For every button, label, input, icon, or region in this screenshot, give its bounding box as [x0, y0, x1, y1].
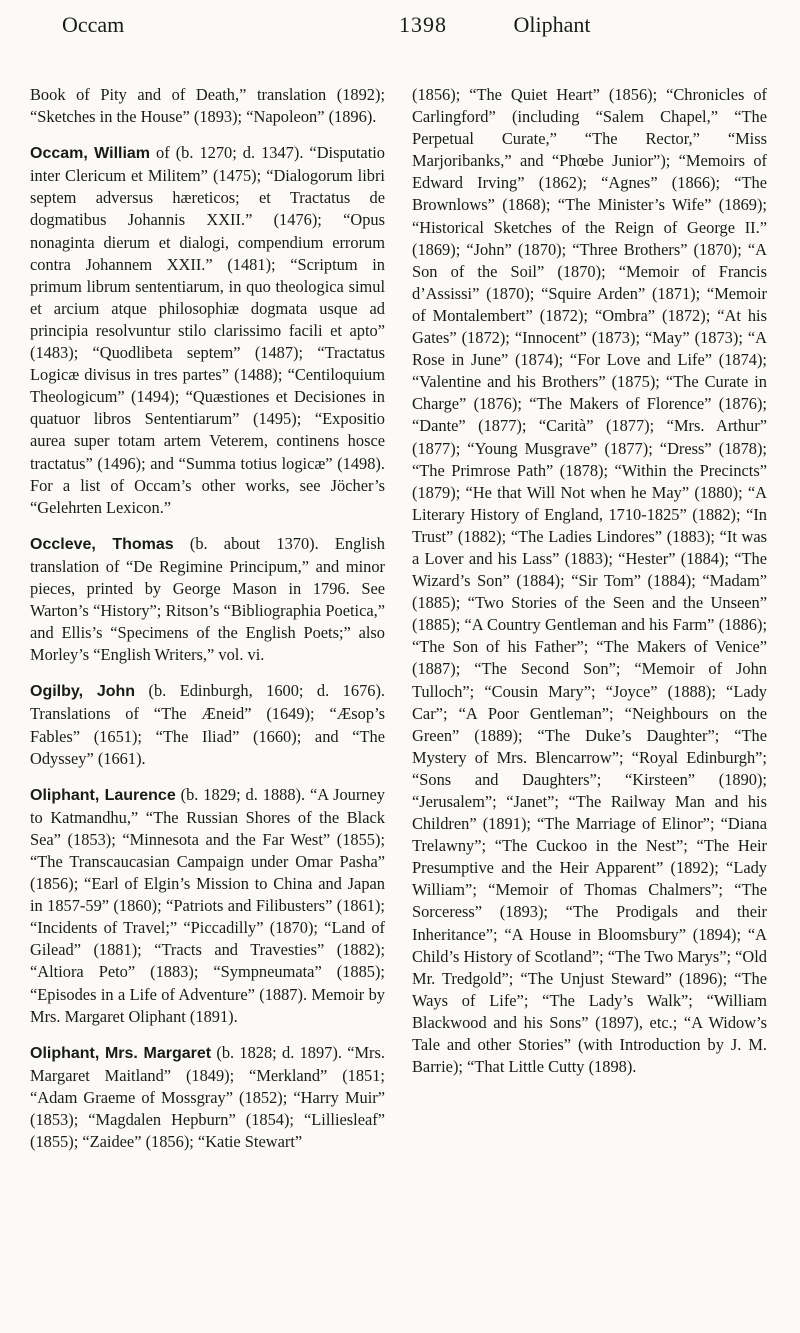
- entry-text: of (b. 1270; d. 1347). “Disputatio inter Clericum et Militem” (1475); “Dialogorum libri septem adversus hæreticos; et Tractatus de dogmatibus Johannis XXII.” (1476); “Opus nonaginta dierum et dialogi, compendium errorum contra Johannem XXII.” (1481); “Scriptum in primum librum sententiarum, in quo theologica simul et arcium atque philosophiæ dogmata usque ad principia resolvuntur stilo clarissimo facili et apto” (1483); “Quodlibeta septem” (1487); “Tractatus Logicæ divisus in tres partes” (1488); “Centiloquium Theologicum” (1494); “Quæstiones et Decisiones in quatuor libros Sententiarum” (1495); “Expositio aurea super totam artem Veterem, continens hosce tractatus” (1496); and “Summa totius logicæ” (1498). For a list of Occam’s other works, see Jöcher’s “Gelehrten Lexicon.”: [30, 143, 385, 517]
- entry-name: Oliphant, Mrs. Margaret: [30, 1044, 212, 1062]
- entry-text: (b. 1829; d. 1888). “A Journey to Katmandhu,” “The Russian Shores of the Black Sea” (1853); “Minnesota and the Far West” (1855); “The Transcaucasian Campaign under Omar Pasha” (1856); “Earl of Elgin’s Mission to China and Japan in 1857-59” (1860); “Patriots and Filibusters” (1861); “Incidents of Travel;” “Piccadilly” (1870); “Land of Gilead” (1881); “Tracts and Travesties” (1882); “Altiora Peto” (1883); “Sympneumata” (1885); “Episodes in a Life of Adventure” (1887). Memoir by Mrs. Margaret Oliphant (1891).: [30, 784, 385, 1026]
- entry-name: Occam, William: [30, 145, 151, 163]
- entry-name: Occleve, Thomas: [30, 535, 174, 553]
- entry-oliphant-laurence: [30, 784, 385, 1028]
- entry-ogilby: [30, 680, 385, 769]
- header-left-word: Occam: [62, 12, 125, 37]
- entry-occam: [30, 142, 385, 519]
- entry-text: (b. about 1370). English translation of “De Regimine Principum,” and minor pieces, printed by George Mason in 1796. See Warton’s “History”; Ritson’s “Bibliographia Poetica,” and Ellis’s “Specimens of the English Poets;” also Morley’s “English Writers,” vol. vi.: [30, 533, 385, 665]
- entry-text: (b. Edinburgh, 1600; d. 1676). Translations of “The Æneid” (1649); “Æsop’s Fables” (1651); “The Iliad” (1660); and “The Odyssey” (1661).: [30, 681, 386, 768]
- entry-text: (b. 1828; d. 1897). “Mrs. Margaret Maitland” (1849); “Merkland” (1851; “Adam Graeme of Mossgray” (1852); “Harry Muir” (1853); “Magdalen Hepburn” (1854); “Lilliesleaf” (1855); “Zaidee” (1856); “Katie Stewart”: [30, 1042, 385, 1152]
- header-year: 1398: [399, 12, 447, 37]
- entry-name: Ogilby, John: [30, 683, 136, 701]
- entry-oliphant-margaret: [30, 1042, 385, 1153]
- continuation-text: Book of Pity and of Death,” translation (1892); “Sketches in the House” (1893); “Napoleon” (1896).: [30, 85, 385, 127]
- header-right-word: Oliphant: [513, 12, 591, 37]
- entry-occleve: [30, 533, 385, 667]
- right-column-text: (1856); “The Quiet Heart” (1856); “Chronicles of Carlingford” (including “Salem Chapel,” “The Perpetual Curate,” “The Rector,” “Miss Marjoribanks,” and “Phœbe Junior”); “Memoirs of Edward Irving” (1862); “Agnes” (1866); “The Brownlows” (1868); “The Minister’s Wife” (1869); “Historical Sketches of the Reign of George II.” (1869); “John” (1870); “Three Brothers” (1870); “A Son of the Soil” (1870); “Memoir of Francis d’Assissi” (1870); “Squire Arden” (1871); “Memoir of Montalembert” (1872); “Ombra” (1872); “At his Gates” (1872); “Innocent” (1873); “May” (1873); “A Rose in June” (1874); “For Love and Life” (1874); “Valentine and his Brothers” (1875); “The Curate in Charge” (1876); “The Makers of Florence” (1876); “Dante” (1877); “Carità” (1877); “Mrs. Arthur” (1877); “Young Musgrave” (1877); “Dress” (1878); “The Primrose Path” (1878); “Within the Precincts” (1879); “He that Will Not when he May” (1880); “A Literary History of England, 1710-1825” (1882); “In Trust” (1882); “The Ladies Lindores” (1883); “It was a Lover and his Lass” (1883); “Hester” (1884); “The Wizard’s Son” (1884); “Sir Tom” (1884); “Madam” (1885); “Two Stories of the Seen and the Unseen” (1885); “A Country Gentleman and his Farm” (1886); “The Son of his Father”; “The Makers of Venice” (1887); “The Second Son”; “Memoir of John Tulloch”; “Cousin Mary”; “Joyce” (1888); “Lady Car”; “A Poor Gentleman”; “Neighbours on the Green” (1889); “The Duke’s Daughter”; “The Mystery of Mrs. Blencarrow”; “Royal Edinburgh”; “Sons and Daughters”; “Kirsteen” (1890); “Jerusalem”; “Janet”; “The Railway Man and his Children” (1891); “The Marriage of Elinor”; “Diana Trelawny”; “The Cuckoo in the Nest”; “The Heir Presumptive and the Heir Apparent” (1892); “Lady William”; “Memoir of Thomas Chalmers”; “The Sorceress” (1893); “The Prodigals and their Inheritance”; “A House in Bloomsbury” (1894); “A Child’s History of Scotland”; “The Two Marys”; “Old Mr. Tredgold”; “The Unjust Steward” (1896); “The Ways of Life”; “The Lady’s Walk”; “William Blackwood and his Sons” (1897), etc.; “A Widow’s Tale and other Stories” (with Introduction by J. M. Barrie); “That Little Cutty (1898).: [412, 85, 767, 1077]
- left-column: [30, 84, 385, 1153]
- running-header: [0, 12, 800, 52]
- entry-name: Oliphant, Laurence: [30, 786, 176, 804]
- right-column: [412, 84, 767, 1078]
